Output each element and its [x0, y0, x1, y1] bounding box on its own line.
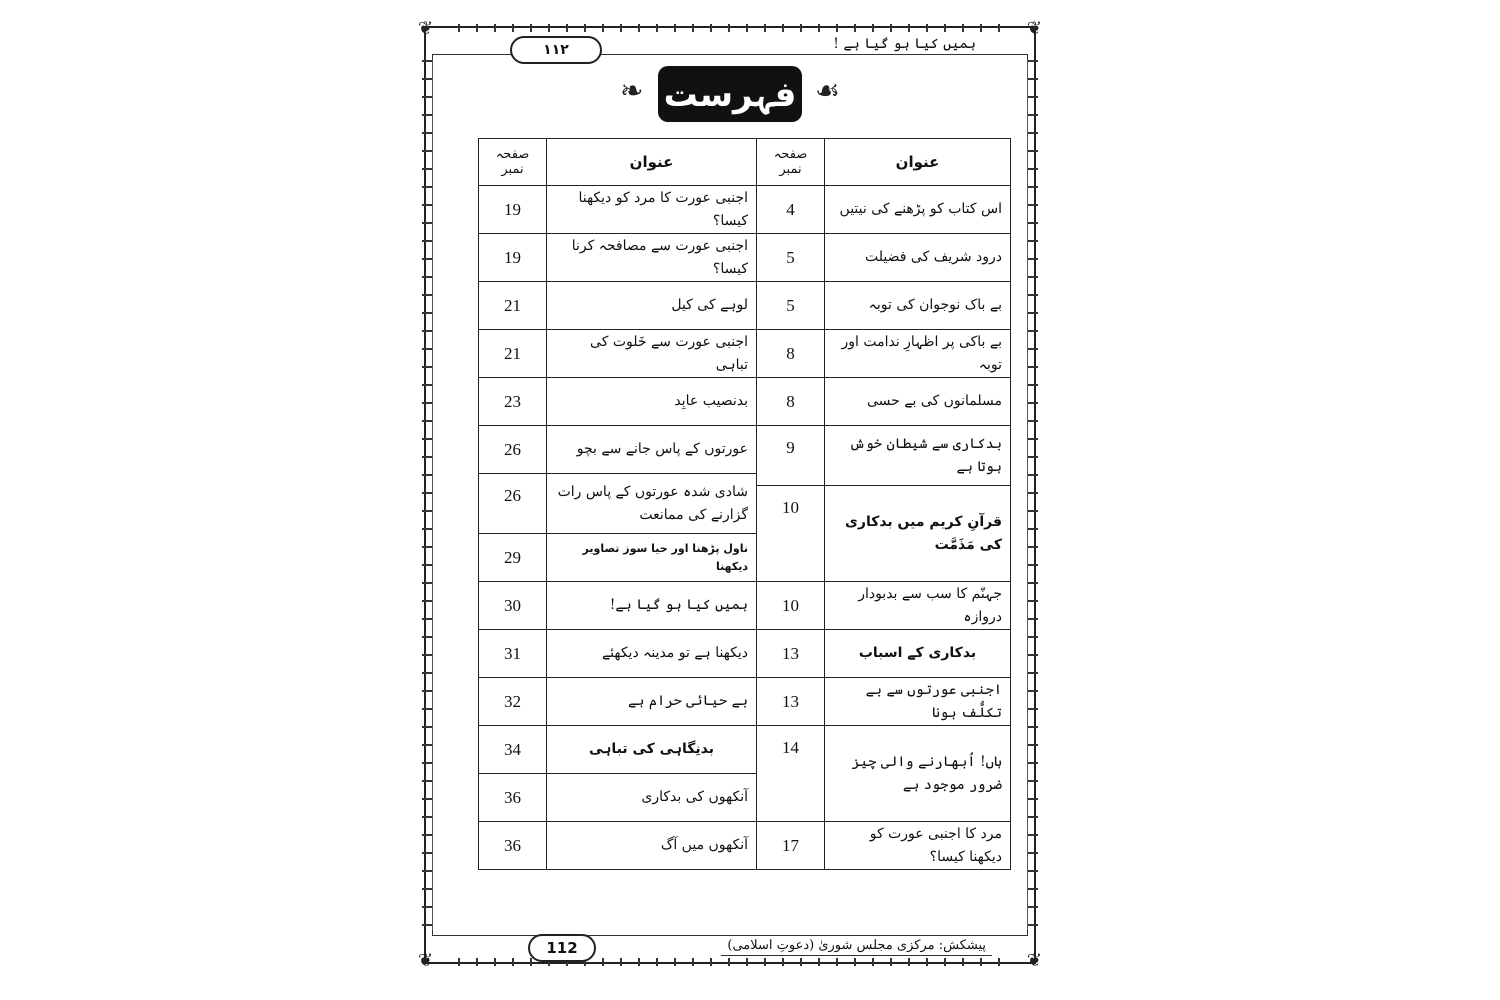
- toc-topic[interactable]: بے حیائی حرام ہے: [547, 678, 757, 726]
- toc-topic[interactable]: لوہے کی کیل: [547, 282, 757, 330]
- toc-topic[interactable]: بدکاری سے شیطان خوش ہوتا ہے: [825, 426, 1011, 486]
- toc-page: 10: [757, 582, 825, 630]
- toc-page: 32: [479, 678, 547, 726]
- header-page-right: صفحہ نمبر: [757, 139, 825, 186]
- toc-topic[interactable]: مرد کا اجنبی عورت کو دیکھنا کیسا؟: [825, 822, 1011, 870]
- toc-page: 9: [757, 426, 825, 486]
- corner-ornament-icon: ❦: [418, 18, 434, 39]
- toc-page: 8: [757, 378, 825, 426]
- page-title-text: فہرست: [663, 74, 797, 115]
- toc-topic[interactable]: اجنبی عورت کا مرد کو دیکھنا کیسا؟: [547, 186, 757, 234]
- table-of-contents: [478, 138, 1011, 870]
- toc-topic[interactable]: بدنِگاہی کی تباہی: [547, 726, 757, 774]
- toc-page: 19: [479, 186, 547, 234]
- toc-page: 5: [757, 234, 825, 282]
- title-area: [418, 66, 1042, 122]
- decorative-border-left: [422, 60, 433, 930]
- toc-topic[interactable]: اس کتاب کو پڑھنے کی نیتیں: [825, 186, 1011, 234]
- toc-page: 36: [479, 822, 547, 870]
- table-row: [479, 678, 1011, 726]
- page-header: [458, 30, 1002, 66]
- toc-page: 8: [757, 330, 825, 378]
- toc-topic[interactable]: درود شریف کی فضیلت: [825, 234, 1011, 282]
- table-row: [479, 822, 1011, 870]
- table-row: [479, 582, 1011, 630]
- toc-page: 4: [757, 186, 825, 234]
- table-row: [479, 378, 1011, 426]
- toc-topic[interactable]: عورتوں کے پاس جانے سے بچو: [547, 426, 757, 474]
- toc-page: 36: [479, 774, 547, 822]
- toc-page: 31: [479, 630, 547, 678]
- table-header-row: [479, 139, 1011, 186]
- title-ornament-right-icon: ☙: [814, 74, 840, 107]
- corner-ornament-icon: ❦: [418, 950, 434, 971]
- publisher-credit: پیشکش: مرکزی مجلس شوریٰ (دعوتِ اسلامی): [721, 938, 992, 956]
- table-row: [479, 630, 1011, 678]
- toc-page: 13: [757, 678, 825, 726]
- table-row: [479, 426, 1011, 474]
- corner-ornament-icon: ❦: [1026, 18, 1042, 39]
- toc-topic[interactable]: ہاں! اُبھارنے والی چیز ضرور موجود ہے: [825, 726, 1011, 822]
- toc-topic[interactable]: جہنّم کا سب سے بدبودار دروازہ: [825, 582, 1011, 630]
- toc-topic[interactable]: قرآنِ کریم میں بدکاری کی مَذَمَّت: [825, 486, 1011, 582]
- toc-page: 5: [757, 282, 825, 330]
- toc-page: 19: [479, 234, 547, 282]
- header-page-left: صفحہ نمبر: [479, 139, 547, 186]
- corner-ornament-icon: ❦: [1026, 950, 1042, 971]
- toc-topic[interactable]: بدنصیب عابِد: [547, 378, 757, 426]
- toc-page: 10: [757, 486, 825, 582]
- table-row: [479, 282, 1011, 330]
- table-row: [479, 234, 1011, 282]
- toc-topic[interactable]: اجنبی عورت سے مصافحہ کرنا کیسا؟: [547, 234, 757, 282]
- page-number-urdu: ۱۱۲: [510, 36, 602, 64]
- header-topic-right: عنوان: [825, 139, 1011, 186]
- toc-page: 14: [757, 726, 825, 822]
- toc-page: 26: [479, 426, 547, 474]
- toc-topic[interactable]: ناول پڑھنا اور حیا سوز تصاویر دیکھنا: [547, 534, 757, 582]
- title-ornament-left-icon: ❧: [620, 74, 644, 107]
- toc-topic[interactable]: بدکاری کے اسباب: [825, 630, 1011, 678]
- toc-page: 26: [479, 474, 547, 534]
- toc-topic[interactable]: آنکھوں کی بدکاری: [547, 774, 757, 822]
- toc-page: 13: [757, 630, 825, 678]
- toc-topic[interactable]: اجنبی عورتوں سے بے تکلُّف ہونا: [825, 678, 1011, 726]
- page-number: 112: [528, 934, 596, 962]
- toc-page: 17: [757, 822, 825, 870]
- toc-topic[interactable]: مسلمانوں کی بے حسی: [825, 378, 1011, 426]
- toc-page: 21: [479, 330, 547, 378]
- decorative-border-right: [1027, 60, 1038, 930]
- book-page: [418, 20, 1042, 970]
- toc-page: 29: [479, 534, 547, 582]
- toc-topic[interactable]: بے باکی پر اظہارِ ندامت اور توبہ: [825, 330, 1011, 378]
- table-row: [479, 186, 1011, 234]
- page-footer: [458, 932, 1002, 962]
- toc-topic[interactable]: آنکھوں میں آگ: [547, 822, 757, 870]
- toc-topic[interactable]: دیکھنا ہے تو مدینہ دیکھئے: [547, 630, 757, 678]
- toc-topic[interactable]: بے باک نوجوان کی توبہ: [825, 282, 1011, 330]
- toc-topic[interactable]: ہمیں کیا ہو گیا ہے!: [547, 582, 757, 630]
- toc-page: 34: [479, 726, 547, 774]
- header-topic-left: عنوان: [547, 139, 757, 186]
- toc-page: 21: [479, 282, 547, 330]
- page-title: [620, 66, 840, 122]
- table-row: [479, 726, 1011, 774]
- toc-page: 23: [479, 378, 547, 426]
- toc-page: 30: [479, 582, 547, 630]
- running-title: ہمیں کیا ہو گیا ہے !: [827, 36, 982, 55]
- toc-topic[interactable]: اجنبی عورت سے خَلوت کی تباہی: [547, 330, 757, 378]
- toc-topic[interactable]: شادی شدہ عورتوں کے پاس رات گزارنے کی ممانعت: [547, 474, 757, 534]
- table-row: [479, 330, 1011, 378]
